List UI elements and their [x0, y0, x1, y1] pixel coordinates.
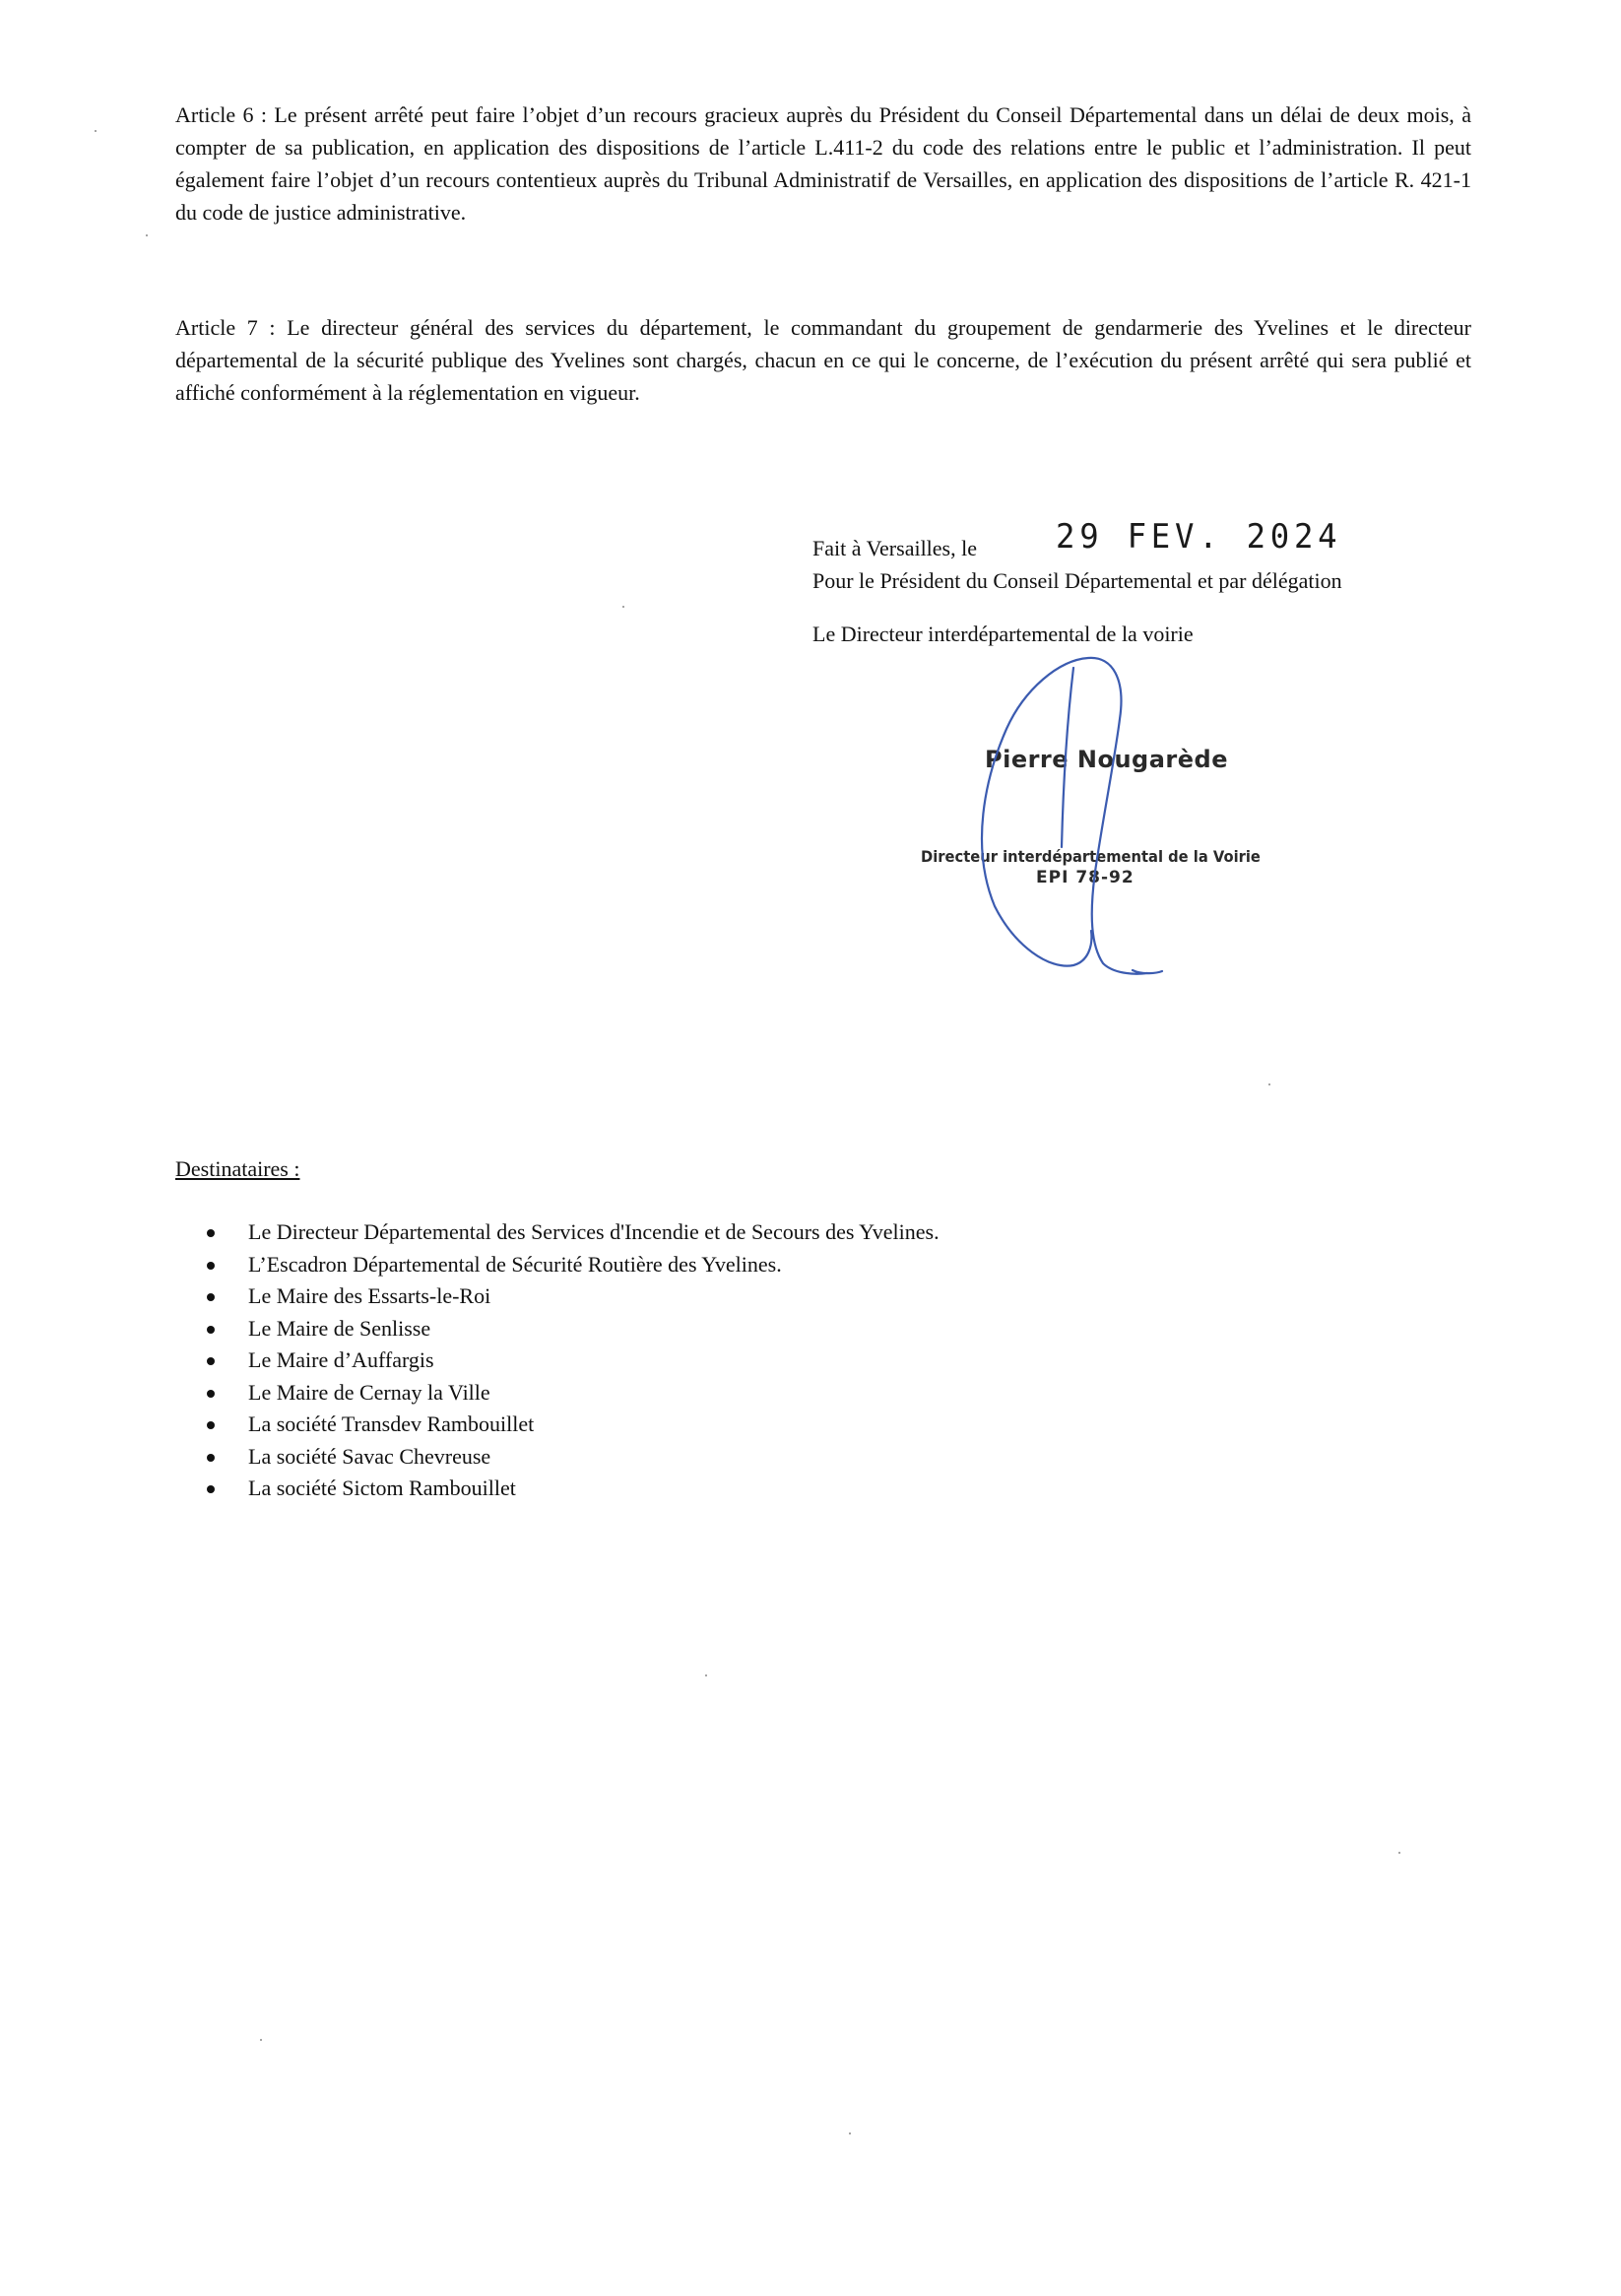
place-line: Fait à Versailles, le — [812, 536, 977, 560]
recipients-list — [207, 1216, 940, 1505]
signature-block — [812, 532, 1364, 650]
director-line: Le Directeur interdépartemental de la voirie — [812, 622, 1194, 646]
handwritten-signature — [965, 650, 1182, 985]
recipient-item: Le Maire de Cernay la Ville — [207, 1377, 940, 1410]
recipient-item: Le Maire des Essarts-le-Roi — [207, 1280, 940, 1313]
stamp-name: Pierre Nougarède — [985, 746, 1229, 773]
scan-speck — [146, 234, 148, 236]
scan-speck — [705, 1674, 707, 1676]
recipient-item: Le Maire de Senlisse — [207, 1313, 940, 1345]
date-stamp: 29 FEV. 2024 — [1056, 517, 1342, 557]
recipients-title: Destinataires : — [175, 1156, 300, 1181]
scan-speck — [1268, 1083, 1270, 1085]
recipient-item: La société Transdev Rambouillet — [207, 1409, 940, 1441]
article-7-paragraph: Article 7 : Le directeur général des services du département, le commandant du groupement de gendarmerie des Yvelines et le directeur départemental de la sécurité publique des Yvelines sont chargés, chacun en ce qui le concerne, de l’exécution du présent arrêté qui sera publié et affiché conformément à la réglementation en vigueur. — [175, 315, 1471, 405]
stamp-title: Directeur interdépartemental de la Voirie — [921, 847, 1261, 866]
scan-speck — [849, 2132, 851, 2134]
recipient-item: Le Directeur Départemental des Services d'Incendie et de Secours des Yvelines. — [207, 1216, 940, 1249]
article-6-paragraph: Article 6 : Le présent arrêté peut faire l’objet d’un recours gracieux auprès du Président du Conseil Départemental dans un délai de deux mois, à compter de sa publication, en application des dispositions de l’article L.411-2 du code des relations entre le public et l’administration. Il peut également faire l’objet d’un recours contentieux auprès du Tribunal Administratif de Versailles, en application des dispositions de l’article R. 421-1 du code de justice administrative. — [175, 102, 1471, 225]
recipient-item: La société Sictom Rambouillet — [207, 1473, 940, 1505]
scan-speck — [1398, 1852, 1400, 1854]
scan-speck — [622, 606, 624, 608]
stamp-code: EPI 78-92 — [1036, 868, 1135, 887]
scan-speck — [95, 130, 97, 132]
delegation-line: Pour le Président du Conseil Départemental et par délégation — [812, 568, 1342, 593]
recipient-item: L’Escadron Départemental de Sécurité Routière des Yvelines. — [207, 1249, 940, 1281]
scan-speck — [260, 2039, 262, 2041]
recipient-item: La société Savac Chevreuse — [207, 1441, 940, 1474]
recipient-item: Le Maire d’Auffargis — [207, 1345, 940, 1377]
